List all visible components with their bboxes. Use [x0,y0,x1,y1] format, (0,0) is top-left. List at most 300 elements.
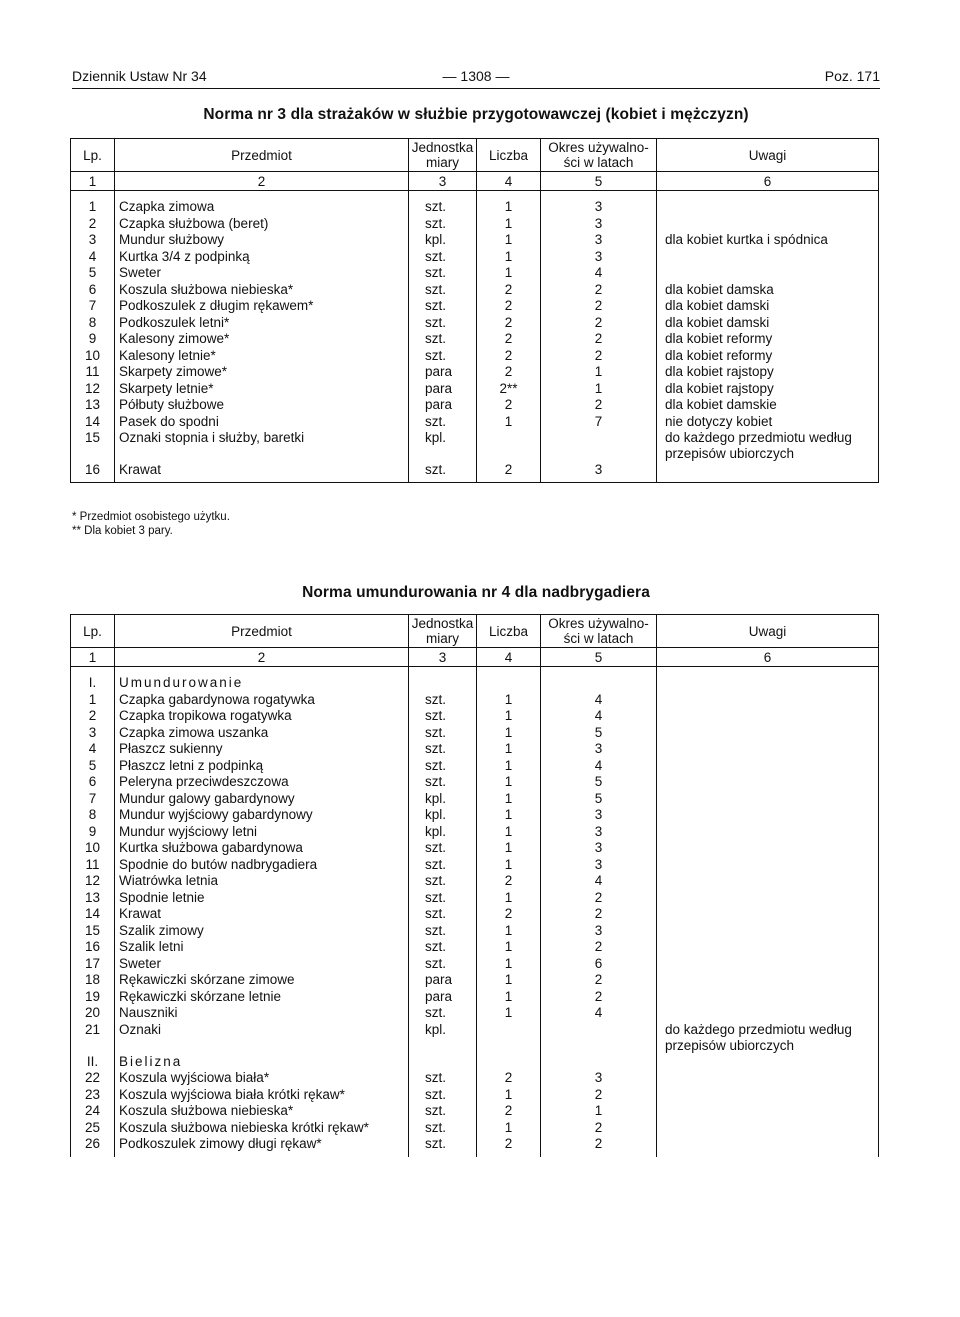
row-item-name: Mundur wyjściowy letni [115,824,409,841]
row-item-name: Sweter [115,265,409,282]
table-row [71,807,879,824]
row-usage-period: 4 [541,692,657,709]
row-unit: szt. [409,1005,477,1022]
row-usage-period: 2 [541,282,657,299]
row-lp: 25 [71,1120,115,1137]
col-number: 1 [71,172,115,191]
row-item-name: Koszula służbowa niebieska krótki rękaw* [115,1120,409,1137]
row-unit: szt. [409,216,477,233]
footnote-personal-use: * Przedmiot osobistego użytku. [72,511,230,523]
row-usage-period: 2 [541,331,657,348]
row-usage-period [541,1022,657,1054]
col-item: Przedmiot [115,139,409,172]
section-row [71,1054,879,1071]
row-usage-period: 3 [541,232,657,249]
row-usage-period: 5 [541,791,657,808]
row-notes [657,890,879,907]
row-item-name: Podkoszulek z długim rękawem* [115,298,409,315]
row-notes [657,1005,879,1022]
row-lp: 4 [71,249,115,266]
col-life: Okres używalno- ści w latach [541,615,657,648]
row-lp: 14 [71,906,115,923]
row-usage-period: 3 [541,923,657,940]
table-row [71,414,879,431]
row-usage-period [541,430,657,462]
row-unit [409,1054,477,1071]
table-row [71,282,879,299]
row-unit: szt. [409,774,477,791]
row-usage-period: 2 [541,939,657,956]
row-usage-period: 5 [541,725,657,742]
norm-table-3 [70,138,879,483]
row-quantity: 1 [477,1120,541,1137]
row-item-name: Szalik letni [115,939,409,956]
table-row [71,989,879,1006]
table-row [71,381,879,398]
row-unit: para [409,989,477,1006]
row-quantity: 1 [477,414,541,431]
table-row [71,939,879,956]
table-row [71,249,879,266]
table-row [71,216,879,233]
row-notes [657,1136,879,1157]
table-row [71,315,879,332]
row-notes: dla kobiet rajstopy [657,364,879,381]
row-lp: 1 [71,692,115,709]
row-notes [657,1054,879,1071]
col-item: Przedmiot [115,615,409,648]
row-lp: 7 [71,298,115,315]
row-usage-period: 3 [541,216,657,233]
row-notes: dla kobiet damskie [657,397,879,414]
row-unit: kpl. [409,430,477,462]
row-lp: 21 [71,1022,115,1054]
row-item-name: Krawat [115,462,409,482]
row-notes [657,1087,879,1104]
table-row [71,956,879,973]
row-usage-period: 3 [541,462,657,482]
row-usage-period: 2 [541,972,657,989]
row-unit: szt. [409,348,477,365]
row-quantity: 1 [477,923,541,940]
row-lp: 5 [71,758,115,775]
row-usage-period: 3 [541,857,657,874]
row-notes [657,774,879,791]
row-item-name: Spodnie letnie [115,890,409,907]
row-quantity: 1 [477,725,541,742]
row-unit: szt. [409,923,477,940]
row-quantity [477,1022,541,1054]
table-row [71,906,879,923]
row-quantity: 1 [477,216,541,233]
col-notes: Uwagi [657,615,879,648]
position-number: Poz. 171 [824,68,880,84]
row-notes [657,265,879,282]
row-unit: para [409,397,477,414]
row-usage-period: 3 [541,807,657,824]
row-usage-period: 3 [541,191,657,216]
row-item-name: Podkoszulek letni* [115,315,409,332]
row-unit: szt. [409,708,477,725]
row-usage-period: 4 [541,708,657,725]
norm-table-4 [70,614,879,1157]
row-quantity: 2 [477,906,541,923]
row-quantity: 1 [477,807,541,824]
row-usage-period: 1 [541,1103,657,1120]
row-quantity: 2 [477,364,541,381]
table-row [71,774,879,791]
row-usage-period: 2 [541,348,657,365]
row-item-name: Peleryna przeciwdeszczowa [115,774,409,791]
row-notes [657,972,879,989]
row-usage-period [541,1054,657,1071]
row-usage-period: 4 [541,873,657,890]
row-quantity: 1 [477,692,541,709]
row-quantity: 2 [477,282,541,299]
row-lp: 9 [71,331,115,348]
table-row [71,364,879,381]
row-quantity: 1 [477,956,541,973]
row-lp: 1 [71,191,115,216]
row-notes [657,906,879,923]
row-quantity: 2 [477,397,541,414]
footnote-women-pairs: ** Dla kobiet 3 pary. [72,525,173,537]
row-notes [657,1070,879,1087]
row-usage-period: 3 [541,824,657,841]
row-unit: szt. [409,265,477,282]
row-notes [657,692,879,709]
row-item-name: Czapka zimowa uszanka [115,725,409,742]
footnotes [72,510,230,538]
row-quantity: 1 [477,232,541,249]
row-notes [657,989,879,1006]
row-quantity: 1 [477,1005,541,1022]
table-row [71,430,879,462]
row-item-name: Czapka służbowa (beret) [115,216,409,233]
row-unit: szt. [409,414,477,431]
row-unit: szt. [409,857,477,874]
row-lp: 6 [71,282,115,299]
row-unit: szt. [409,249,477,266]
table-header-row [71,139,879,172]
row-item-name: Koszula służbowa niebieska* [115,282,409,299]
col-number: 2 [115,648,409,667]
row-notes [657,758,879,775]
row-notes [657,462,879,482]
row-item-name: Mundur służbowy [115,232,409,249]
column-number-row [71,648,879,667]
row-usage-period: 3 [541,741,657,758]
row-lp: 10 [71,840,115,857]
row-usage-period: 2 [541,1120,657,1137]
row-usage-period: 6 [541,956,657,973]
row-quantity: 1 [477,939,541,956]
row-lp: 9 [71,824,115,841]
row-lp: 8 [71,315,115,332]
row-item-name: Płaszcz letni z podpinką [115,758,409,775]
col-number: 4 [477,172,541,191]
row-unit: szt. [409,1136,477,1157]
row-unit: szt. [409,840,477,857]
row-quantity: 1 [477,265,541,282]
row-item-name: Wiatrówka letnia [115,873,409,890]
col-number: 4 [477,648,541,667]
row-notes: dla kobiet kurtka i spódnica [657,232,879,249]
row-unit: szt. [409,1120,477,1137]
table-row [71,348,879,365]
table-row [71,741,879,758]
table1-title: Norma nr 3 dla strażaków w służbie przygotowawczej (kobiet i mężczyzn) [203,106,749,123]
row-unit: szt. [409,890,477,907]
row-lp: 16 [71,462,115,482]
col-unit: Jednostka miary [409,139,477,172]
table-row [71,725,879,742]
row-usage-period: 7 [541,414,657,431]
row-lp: 11 [71,364,115,381]
row-item-name: Podkoszulek zimowy długi rękaw* [115,1136,409,1157]
row-usage-period: 2 [541,298,657,315]
row-unit: szt. [409,282,477,299]
row-quantity: 1 [477,708,541,725]
table-row [71,758,879,775]
row-unit: szt. [409,758,477,775]
row-item-name: Oznaki stopnia i służby, baretki [115,430,409,462]
row-lp: 23 [71,1087,115,1104]
row-item-name: Półbuty służbowe [115,397,409,414]
col-notes: Uwagi [657,139,879,172]
row-item-name: Kurtka służbowa gabardynowa [115,840,409,857]
col-qty: Liczba [477,139,541,172]
row-quantity: 1 [477,890,541,907]
table-row [71,1087,879,1104]
row-quantity: 2 [477,1070,541,1087]
row-notes [657,741,879,758]
row-item-name: Kalesony letnie* [115,348,409,365]
row-notes: dla kobiet damski [657,315,879,332]
table-row [71,1136,879,1157]
row-item-name: Rękawiczki skórzane letnie [115,989,409,1006]
row-unit: kpl. [409,824,477,841]
row-item-name: Skarpety letnie* [115,381,409,398]
page-number: — 1308 — [442,68,510,84]
row-notes [657,791,879,808]
row-notes [657,824,879,841]
row-usage-period: 2 [541,397,657,414]
row-usage-period [541,667,657,692]
row-unit: szt. [409,462,477,482]
row-unit [409,667,477,692]
table-row [71,824,879,841]
table-row [71,232,879,249]
table-row [71,923,879,940]
page-header [72,66,880,89]
table-row [71,692,879,709]
col-number: 1 [71,648,115,667]
row-quantity: 1 [477,758,541,775]
col-qty: Liczba [477,615,541,648]
row-usage-period: 1 [541,364,657,381]
row-lp: 15 [71,430,115,462]
row-lp: 24 [71,1103,115,1120]
row-lp: 13 [71,890,115,907]
row-quantity: 1 [477,840,541,857]
table-row [71,1022,879,1054]
row-unit: kpl. [409,232,477,249]
row-item-name: Spodnie do butów nadbrygadiera [115,857,409,874]
row-lp: 10 [71,348,115,365]
row-unit: szt. [409,331,477,348]
row-usage-period: 2 [541,989,657,1006]
row-lp: 12 [71,381,115,398]
row-lp: 17 [71,956,115,973]
row-notes [657,249,879,266]
row-quantity: 1 [477,824,541,841]
row-lp: 18 [71,972,115,989]
row-item-name: Koszula wyjściowa biała* [115,1070,409,1087]
row-item-name: Nauszniki [115,1005,409,1022]
row-notes: dla kobiet reformy [657,331,879,348]
row-unit: para [409,972,477,989]
row-item-name: Czapka zimowa [115,191,409,216]
row-item-name: Kurtka 3/4 z podpinką [115,249,409,266]
row-notes: do każdego przedmiotu według przepisów ubiorczych [657,430,879,462]
row-quantity: 1 [477,741,541,758]
row-unit: para [409,381,477,398]
row-lp: II. [71,1054,115,1071]
row-quantity: 1 [477,249,541,266]
row-unit: szt. [409,692,477,709]
row-usage-period: 2 [541,315,657,332]
row-notes [657,708,879,725]
row-unit: para [409,364,477,381]
section-row [71,667,879,692]
col-number: 5 [541,648,657,667]
row-notes [657,857,879,874]
row-item-name: Mundur galowy gabardynowy [115,791,409,808]
row-usage-period: 4 [541,758,657,775]
row-quantity: 2 [477,298,541,315]
row-quantity [477,430,541,462]
row-lp: 22 [71,1070,115,1087]
table-row [71,791,879,808]
table-row [71,972,879,989]
row-item-name: Mundur wyjściowy gabardynowy [115,807,409,824]
row-notes: dla kobiet damska [657,282,879,299]
row-notes: dla kobiet reformy [657,348,879,365]
col-number: 3 [409,172,477,191]
row-unit: kpl. [409,807,477,824]
table-row [71,331,879,348]
row-lp: 15 [71,923,115,940]
row-quantity [477,667,541,692]
row-item-name: Pasek do spodni [115,414,409,431]
row-lp: 8 [71,807,115,824]
row-quantity: 2 [477,315,541,332]
row-quantity: 2 [477,1103,541,1120]
row-usage-period: 2 [541,1136,657,1157]
row-usage-period: 4 [541,265,657,282]
row-unit: szt. [409,939,477,956]
row-lp: 13 [71,397,115,414]
row-notes [657,807,879,824]
row-notes [657,667,879,692]
table-row [71,397,879,414]
table2-title: Norma umundurowania nr 4 dla nadbrygadiera [302,584,650,601]
table-row [71,191,879,216]
row-item-name: Oznaki [115,1022,409,1054]
row-unit: szt. [409,191,477,216]
table-row [71,708,879,725]
row-unit: szt. [409,873,477,890]
row-item-name: Bielizna [115,1054,409,1071]
row-quantity: 2 [477,331,541,348]
row-item-name: Krawat [115,906,409,923]
row-lp: 5 [71,265,115,282]
row-lp: 3 [71,725,115,742]
row-unit: szt. [409,741,477,758]
row-usage-period: 2 [541,1087,657,1104]
table-header-row [71,615,879,648]
row-item-name: Koszula służbowa niebieska* [115,1103,409,1120]
row-quantity: 1 [477,191,541,216]
row-lp: 4 [71,741,115,758]
row-lp: 20 [71,1005,115,1022]
row-notes: dla kobiet damski [657,298,879,315]
row-usage-period: 5 [541,774,657,791]
table-row [71,1005,879,1022]
col-lp: Lp. [71,139,115,172]
row-lp: I. [71,667,115,692]
row-lp: 2 [71,708,115,725]
row-notes: do każdego przedmiotu według przepisów ubiorczych [657,1022,879,1054]
table-row [71,298,879,315]
table-row [71,462,879,482]
row-quantity: 2 [477,462,541,482]
row-lp: 6 [71,774,115,791]
col-life: Okres używalno- ści w latach [541,139,657,172]
row-notes [657,1103,879,1120]
row-usage-period: 2 [541,890,657,907]
table1-body [71,191,879,483]
row-quantity: 2 [477,873,541,890]
row-item-name: Skarpety zimowe* [115,364,409,381]
table-row [71,1103,879,1120]
row-item-name: Sweter [115,956,409,973]
table-row [71,265,879,282]
col-lp: Lp. [71,615,115,648]
row-notes [657,1120,879,1137]
table-row [71,890,879,907]
row-lp: 19 [71,989,115,1006]
row-notes [657,956,879,973]
col-number: 2 [115,172,409,191]
row-notes [657,923,879,940]
row-item-name: Umundurowanie [115,667,409,692]
row-quantity: 1 [477,857,541,874]
row-quantity: 1 [477,774,541,791]
table-row [71,873,879,890]
col-number: 6 [657,172,879,191]
row-item-name: Rękawiczki skórzane zimowe [115,972,409,989]
row-lp: 3 [71,232,115,249]
row-usage-period: 4 [541,1005,657,1022]
row-unit: kpl. [409,1022,477,1054]
row-quantity: 1 [477,972,541,989]
row-unit: szt. [409,1087,477,1104]
table2-body [71,667,879,1157]
row-quantity: 1 [477,1087,541,1104]
row-notes [657,191,879,216]
